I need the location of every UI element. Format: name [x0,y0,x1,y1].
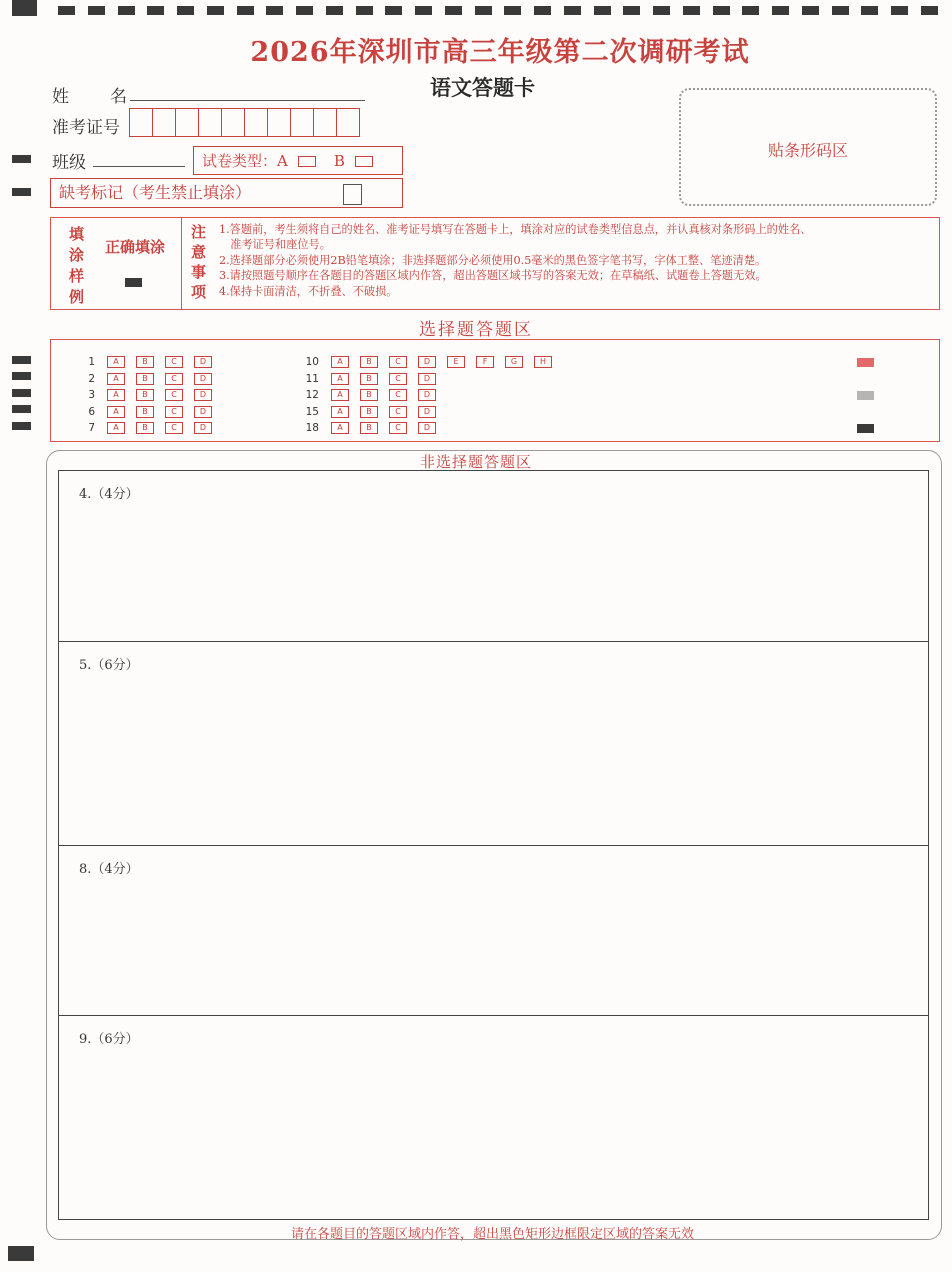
timing-mark [12,422,31,430]
corner-mark-top-left [12,0,37,16]
timing-mark [118,6,135,15]
option-bubble-a[interactable]: A [331,389,349,401]
paper-type-b-bubble[interactable] [355,156,373,167]
answer-sheet-subtitle: 语文答题卡 [430,75,535,100]
option-bubble-d[interactable]: D [418,356,436,368]
exam-id-digit-box[interactable] [336,108,360,137]
option-bubble-b[interactable]: B [136,422,154,434]
timing-mark [832,6,849,15]
option-bubble-c[interactable]: C [389,406,407,418]
barcode-area [679,88,937,206]
question-number: 7 [88,422,95,435]
option-bubble-a[interactable]: A [107,389,125,401]
question-row [297,356,563,368]
class-field[interactable] [93,150,185,167]
answer-box-q4[interactable] [58,470,929,642]
timing-mark [623,6,640,15]
question-number: 6 [88,405,95,418]
timing-mark [147,6,164,15]
timing-mark [713,6,730,15]
timing-mark [653,6,670,15]
timing-mark [534,6,551,15]
timing-mark [445,6,462,15]
timing-mark [772,6,789,15]
option-bubble-b[interactable]: B [360,356,378,368]
option-bubble-a[interactable]: A [331,406,349,418]
answer-box-q9[interactable] [58,1015,929,1220]
question-row [297,406,447,418]
absent-mark-label: 缺考标记（考生禁止填涂） [59,183,252,202]
question-row [297,422,447,434]
timing-mark [683,6,700,15]
option-bubble-c[interactable]: C [165,373,183,385]
question-row [73,373,223,385]
question-row [73,422,223,434]
timing-mark [58,6,75,15]
fill-sample-label: 填涂样例 [69,225,85,306]
notice-box [50,217,940,310]
timing-mark [921,6,938,15]
option-bubble-b[interactable]: B [136,356,154,368]
question-row [73,356,223,368]
timing-mark [12,188,31,196]
question-row [73,389,223,401]
question-row [73,406,223,418]
option-bubble-d[interactable]: D [194,373,212,385]
option-bubble-d[interactable]: D [418,389,436,401]
option-bubble-d[interactable]: D [194,389,212,401]
question-number: 1 [88,356,95,368]
option-bubble-f[interactable]: F [476,356,494,368]
question-number: 10 [305,356,319,368]
color-swatch [857,424,874,433]
timing-mark [237,6,254,15]
multiple-choice-area [50,339,940,442]
question-number: 15 [305,405,319,418]
paper-type-box [193,146,403,175]
timing-mark [207,6,224,15]
absent-mark-box [50,178,403,208]
option-bubble-b[interactable]: B [136,389,154,401]
color-swatch [857,391,874,400]
timing-mark [385,6,402,15]
top-timing-marks [58,6,938,16]
timing-mark [266,6,283,15]
question-number: 11 [305,372,319,385]
fill-sample [51,218,182,309]
notice-item: 1.答题前，考生须将自己的姓名、准考证号填写在答题卡上，填涂对应的试卷类型信息点，并认真核对条形码上的姓名、 [219,223,812,236]
option-bubble-b[interactable]: B [360,389,378,401]
option-bubble-a[interactable]: A [331,356,349,368]
notice-item: 4.保持卡面清洁，不折叠、不破损。 [219,284,398,298]
exam-id-digit-box[interactable] [313,108,337,137]
timing-mark [594,6,611,15]
exam-id-digit-box[interactable] [221,108,245,137]
option-bubble-a[interactable]: A [331,422,349,434]
option-bubble-d[interactable]: D [418,373,436,385]
question-row [297,389,447,401]
timing-mark [88,6,105,15]
option-bubble-a[interactable]: A [107,422,125,434]
option-bubble-c[interactable]: C [389,373,407,385]
absent-checkbox[interactable] [343,184,362,205]
option-bubble-h[interactable]: H [534,356,552,368]
option-bubble-c[interactable]: C [389,356,407,368]
timing-mark [891,6,908,15]
timing-mark [296,6,313,15]
question-number: 2 [88,372,95,385]
option-bubble-d[interactable]: D [194,406,212,418]
exam-id-label: 准考证号 [52,118,120,138]
class-label: 班级 [52,153,86,173]
option-bubble-c[interactable]: C [165,406,183,418]
exam-id-digit-box[interactable] [129,108,153,137]
timing-mark [356,6,373,15]
question-number: 12 [305,389,319,402]
option-bubble-c[interactable]: C [389,389,407,401]
option-bubble-c[interactable]: C [165,356,183,368]
timing-mark [504,6,521,15]
question-label: 4.（4分） [79,487,139,502]
name-label: 姓 名 [52,87,139,107]
timing-mark [802,6,819,15]
question-label: 9.（6分） [79,1032,139,1047]
timing-mark [326,6,343,15]
correct-fill-label: 正确填涂 [105,238,166,256]
paper-type-a-label: A [277,152,288,170]
option-bubble-b[interactable]: B [136,373,154,385]
paper-type-b-label: B [333,152,345,170]
exam-id-digit-box[interactable] [267,108,291,137]
option-bubble-d[interactable]: D [418,406,436,418]
multiple-choice-title: 选择题答题区 [419,320,533,340]
option-bubble-a[interactable]: A [107,373,125,385]
footer-warning: 请在各题目的答题区域内作答，超出黑色矩形边框限定区域的答案无效 [290,1227,694,1242]
option-bubble-a[interactable]: A [331,373,349,385]
color-swatch [857,358,874,367]
timing-mark [861,6,878,15]
option-bubble-d[interactable]: D [194,422,212,434]
paper-type-label: 试卷类型： [202,152,278,170]
timing-mark [12,356,31,364]
exam-id-digit-box[interactable] [152,108,176,137]
answer-box-q5[interactable] [58,641,929,846]
timing-mark [415,6,432,15]
timing-mark [12,155,31,163]
exam-id-boxes[interactable] [130,108,360,137]
option-bubble-d[interactable]: D [418,422,436,434]
timing-mark [475,6,492,15]
notice-heading: 注意事项 [191,223,207,301]
correct-fill-mark [125,278,142,287]
corner-mark-bottom-left [8,1246,34,1261]
open-answer-title: 非选择题答题区 [419,453,532,471]
question-label: 8.（4分） [79,862,139,877]
option-bubble-d[interactable]: D [194,356,212,368]
question-row [297,373,447,385]
option-bubble-a[interactable]: A [107,356,125,368]
exam-id-digit-box[interactable] [244,108,268,137]
option-bubble-b[interactable]: B [360,406,378,418]
question-label: 5.（6分） [79,658,139,673]
exam-id-digit-box[interactable] [198,108,222,137]
notice-item: 准考证号和座位号。 [219,238,331,252]
notice-list [219,222,934,299]
notice-item: 2.选择题部分必须使用2B铅笔填涂；非选择题部分必须使用0.5毫米的黑色签字笔书写，字体工整、笔迹清楚。 [219,253,767,267]
timing-mark [564,6,581,15]
timing-mark [12,389,31,397]
exam-id-digit-box[interactable] [175,108,199,137]
exam-id-digit-box[interactable] [290,108,314,137]
timing-mark [12,405,31,413]
timing-mark [742,6,759,15]
answer-box-q8[interactable] [58,845,929,1016]
timing-mark [12,372,31,380]
question-number: 18 [305,422,319,435]
option-bubble-c[interactable]: C [389,422,407,434]
option-bubble-b[interactable]: B [136,406,154,418]
option-bubble-c[interactable]: C [165,422,183,434]
paper-type-a-bubble[interactable] [298,156,316,167]
option-bubble-a[interactable]: A [107,406,125,418]
timing-mark [177,6,194,15]
notice-item: 3.请按照题号顺序在各题目的答题区域内作答，超出答题区域书写的答案无效；在草稿纸、试题卷上答题无效。 [219,269,767,283]
question-number: 3 [88,389,95,402]
option-bubble-b[interactable]: B [360,373,378,385]
barcode-label: 贴条形码区 [767,141,848,160]
option-bubble-e[interactable]: E [447,356,465,368]
exam-title: 2026年深圳市高三年级第二次调研考试 [250,37,750,68]
name-field[interactable] [130,82,365,101]
option-bubble-b[interactable]: B [360,422,378,434]
option-bubble-g[interactable]: G [505,356,523,368]
option-bubble-c[interactable]: C [165,389,183,401]
